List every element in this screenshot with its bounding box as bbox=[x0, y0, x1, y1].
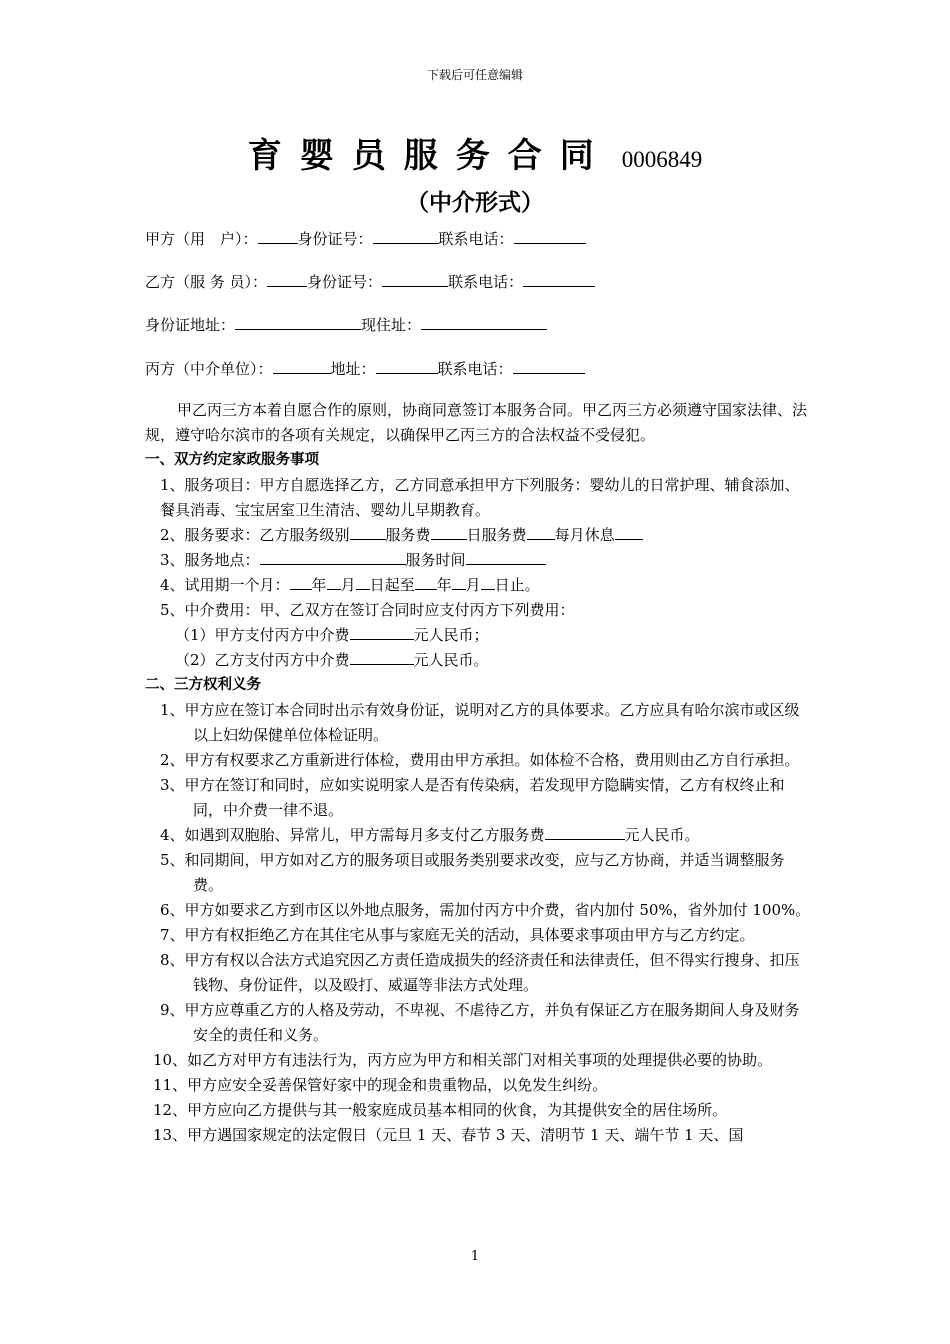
party-b-row bbox=[145, 271, 595, 292]
party-b-id-blank[interactable] bbox=[382, 272, 448, 287]
s1-item-2-label: 2、服务要求：乙方服务级别 bbox=[160, 526, 350, 544]
s2-item-6: 6、甲方如要求乙方到市区以外地点服务，需加付丙方中介费，省内加付 50%，省外加付 100%。 bbox=[160, 901, 811, 919]
month-label: 月 bbox=[340, 576, 356, 594]
daily-fee-blank[interactable] bbox=[527, 525, 555, 540]
party-a-row bbox=[145, 228, 586, 249]
s2-item-11: 11、甲方应安全妥善保管好家中的现金和贵重物品，以免发生纠纷。 bbox=[153, 1076, 608, 1094]
party-a-label: 甲方（用 户）： bbox=[145, 230, 258, 248]
start-day-blank[interactable] bbox=[356, 575, 370, 590]
to-label: 日止。 bbox=[494, 576, 540, 594]
intro-paragraph: 甲乙丙三方本着自愿合作的原则，协商同意签订本服务合同。甲乙丙三方必须遵守国家法律、法规，遵守哈尔滨市的各项有关规定，以确保甲乙丙三方的合法权益不受侵犯。 bbox=[145, 401, 808, 444]
party-b-phone-label: 联系电话： bbox=[448, 273, 524, 291]
s2-item-12: 12、甲方应向乙方提供与其一般家庭成员基本相同的伙食，为其提供安全的居住场所。 bbox=[153, 1101, 728, 1119]
current-address-blank[interactable] bbox=[421, 315, 547, 330]
s2-item-9: 9、甲方应尊重乙方的人格及劳动，不卑视、不虐待乙方，并负有保证乙方在服务期间人身及财务安全的责任和义务。 bbox=[160, 1001, 800, 1044]
party-a-name-blank[interactable] bbox=[258, 229, 298, 244]
s1-item-4-label: 4、试用期一个月： bbox=[160, 576, 290, 594]
s1-item-5: 5、中介费用：甲、乙双方在签订合同时应支付丙方下列费用： bbox=[160, 601, 575, 619]
id-address-blank[interactable] bbox=[235, 315, 361, 330]
party-c-name-blank[interactable] bbox=[273, 359, 331, 374]
party-c-address-label: 地址： bbox=[330, 360, 376, 378]
s2-item-3: 3、甲方在签订和同时，应如实说明家人是否有传染病，若发现甲方隐瞒实情，乙方有权终止和同，中介费一律不退。 bbox=[160, 776, 785, 819]
s2-item-4-currency: 元人民币。 bbox=[624, 826, 700, 844]
party-a-id-label: 身份证号： bbox=[297, 230, 373, 248]
year-label: 年 bbox=[311, 576, 327, 594]
end-day-blank[interactable] bbox=[481, 575, 495, 590]
section-2-heading: 二、三方权利义务 bbox=[145, 677, 261, 693]
s1-item-5-2 bbox=[145, 648, 813, 673]
s1-item-4 bbox=[145, 573, 813, 598]
s1-item-2-fee: 服务费 bbox=[385, 526, 431, 544]
s1-item-5-2-label: （2）乙方支付丙方中介费 bbox=[175, 651, 350, 669]
s2-item-10: 10、如乙方对甲方有违法行为，丙方应为甲方和相关部门对相关事项的处理提供必要的协助。 bbox=[153, 1051, 773, 1069]
header-note: 下载后可任意编辑 bbox=[426, 68, 523, 82]
s1-item-2-rest: 每月休息 bbox=[554, 526, 615, 544]
currency-label-2: 元人民币。 bbox=[413, 651, 489, 669]
start-year-blank[interactable] bbox=[290, 575, 312, 590]
party-b-name-blank[interactable] bbox=[267, 272, 307, 287]
s1-item-5-1-label: （1）甲方支付丙方中介费 bbox=[175, 626, 350, 644]
s2-item-2: 2、甲方有权要求乙方重新进行体检，费用由甲方承担。如体检不合格，费用则由乙方自行承担。 bbox=[160, 751, 800, 769]
end-month-blank[interactable] bbox=[452, 575, 466, 590]
start-month-blank[interactable] bbox=[327, 575, 341, 590]
current-address-label: 现住址： bbox=[361, 316, 422, 334]
address-row bbox=[145, 314, 547, 335]
contract-body bbox=[145, 398, 813, 1148]
party-b-id-label: 身份证号： bbox=[307, 273, 383, 291]
service-location-blank[interactable] bbox=[260, 550, 406, 565]
s1-item-2 bbox=[145, 523, 813, 548]
service-level-blank[interactable] bbox=[350, 525, 386, 540]
document-title bbox=[0, 128, 950, 177]
page-number: 1 bbox=[470, 1249, 480, 1264]
party-b-phone-blank[interactable] bbox=[523, 272, 595, 287]
s1-item-3-label: 3、服务地点： bbox=[160, 551, 260, 569]
party-a-phone-blank[interactable] bbox=[514, 229, 586, 244]
party-a-agency-fee-blank[interactable] bbox=[350, 625, 414, 640]
party-c-phone-blank[interactable] bbox=[513, 359, 585, 374]
s1-item-3 bbox=[145, 548, 813, 573]
end-year-blank[interactable] bbox=[415, 575, 437, 590]
party-c-label: 丙方（中介单位）： bbox=[145, 360, 273, 378]
contract-code: 0006849 bbox=[621, 147, 703, 172]
party-a-id-blank[interactable] bbox=[373, 229, 439, 244]
s2-item-8: 8、甲方有权以合法方式追究因乙方责任造成损失的经济责任和法律责任，但不得实行搜身、扣压钱物、身份证件，以及殴打、威逼等非法方式处理。 bbox=[160, 951, 800, 994]
monthly-rest-blank[interactable] bbox=[615, 525, 643, 540]
s2-item-5: 5、和同期间，甲方如对乙方的服务项目或服务类别要求改变，应与乙方协商，并适当调整服务费。 bbox=[160, 851, 785, 894]
s1-item-1: 1、服务项目：甲方自愿选择乙方，乙方同意承担甲方下列服务：婴幼儿的日常护理、辅食添加、餐具消毒、宝宝居室卫生清洁、婴幼儿早期教育。 bbox=[160, 476, 800, 519]
service-fee-blank[interactable] bbox=[431, 525, 467, 540]
year-label-2: 年 bbox=[436, 576, 452, 594]
party-c-address-blank[interactable] bbox=[376, 359, 438, 374]
s1-item-2-daily: 日服务费 bbox=[466, 526, 527, 544]
party-c-phone-label: 联系电话： bbox=[437, 360, 513, 378]
s2-item-13: 13、甲方遇国家规定的法定假日（元旦 1 天、春节 3 天、清明节 1 天、端午节 1 天、国 bbox=[153, 1126, 744, 1144]
service-time-blank[interactable] bbox=[466, 550, 546, 565]
s2-item-4-label: 4、如遇到双胞胎、异常儿，甲方需每月多支付乙方服务费 bbox=[160, 826, 545, 844]
party-c-row bbox=[145, 358, 585, 379]
s2-item-4 bbox=[145, 823, 813, 848]
currency-label-1: 元人民币； bbox=[413, 626, 489, 644]
month-label-2: 月 bbox=[465, 576, 481, 594]
s2-item-7: 7、甲方有权拒绝乙方在其住宅从事与家庭无关的活动，具体要求事项由甲方与乙方约定。 bbox=[160, 926, 755, 944]
twins-fee-blank[interactable] bbox=[545, 825, 625, 840]
party-a-phone-label: 联系电话： bbox=[438, 230, 514, 248]
from-label: 日起至 bbox=[369, 576, 415, 594]
s1-item-3-time: 服务时间 bbox=[405, 551, 466, 569]
document-subtitle: （中介形式） bbox=[406, 190, 544, 216]
party-b-label: 乙方（服 务 员）： bbox=[145, 273, 268, 291]
s1-item-5-1 bbox=[145, 623, 813, 648]
party-b-agency-fee-blank[interactable] bbox=[350, 650, 414, 665]
title-text: 育婴员服务合同 bbox=[247, 136, 612, 176]
id-address-label: 身份证地址： bbox=[145, 316, 236, 334]
section-1-heading: 一、双方约定家政服务事项 bbox=[145, 452, 319, 468]
s2-item-1: 1、甲方应在签订本合同时出示有效身份证，说明对乙方的具体要求。乙方应具有哈尔滨市或区级以上妇幼保健单位体检证明。 bbox=[160, 701, 800, 744]
